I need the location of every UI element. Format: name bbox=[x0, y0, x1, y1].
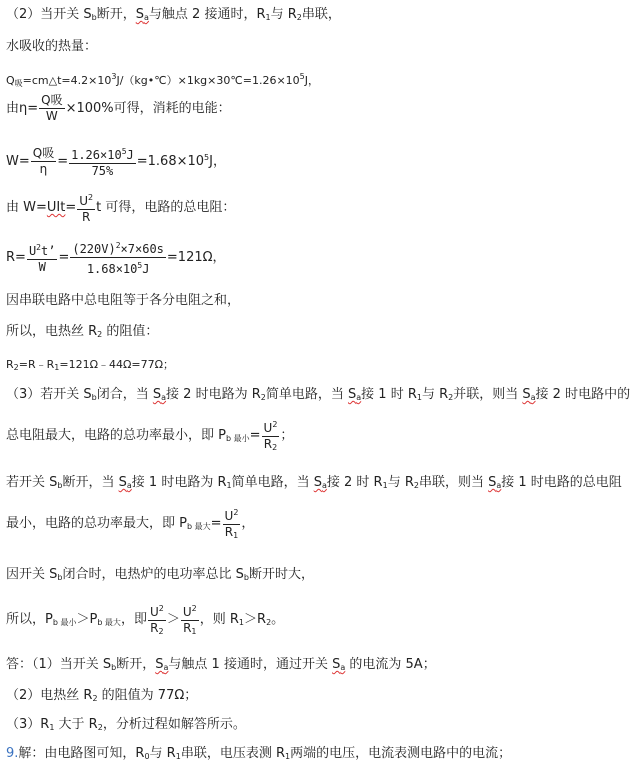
line-20: 9.解：由电路图可知，$R_0$与 $R_1$串联，电压表测 $R_1$两端的电压，电流表测电路中的电流； bbox=[6, 746, 512, 761]
question-number: 9. bbox=[6, 746, 19, 761]
line-9: 所以，电热丝 $R_2$ 的阻值： bbox=[6, 324, 159, 339]
compare-fraction-2: $\frac{U^2}{R_1}$ bbox=[181, 601, 199, 639]
resistance-fraction-1: $\frac{U^2t’}{W}$ bbox=[27, 240, 58, 275]
line-5: W= $\frac{\text{Q吸}}{\eta}$ = $\frac{1.26\times 10^5J}{75\%}$ $=1.68\times 10^5J$， bbox=[6, 146, 226, 178]
line-13: 若开关 $S_b$断开，当 $S_a$接 1 时电路为 $R_1$简单电路，当 $S_a$接 2 时 $R_1$与 $R_2$串联，则当 $S_a$接 1 时电路的总电阻 bbox=[6, 475, 622, 490]
line-12: 总电阻最大，电路的总功率最小，即 $P_{b 最小}=$ $\frac{U^2}{R_2}$ ； bbox=[6, 416, 293, 459]
line-7: R= $\frac{U^2t’}{W}$ = $\frac{(220V)^2\times 7\times 60s}{1.68\times 10^5J}$ =121Ω， bbox=[6, 238, 226, 278]
compare-fraction-1: $\frac{U^2}{R_2}$ bbox=[148, 601, 166, 639]
line-11: （3）若开关 $S_b$闭合，当 $S_a$接 2 时电路为 $R_2$简单电路，当 $S_a$接 1 时 $R_1$与 $R_2$并联，则当 $S_a$接 2 时电路中的 bbox=[6, 387, 631, 402]
line-16: 所以，$P_{b 最小}>P_{b 最大}$，即 $\frac{U^2}{R_2}$ ＞ $\frac{U^2}{R_1}$ ，则 $R_1>R_2$。 bbox=[6, 600, 284, 643]
line-14: 最小，电路的总功率最大，即 $P_{b 最大}=$ $\frac{U^2}{R_1}$ ， bbox=[6, 504, 254, 547]
line-8: 因串联电路中总电阻等于各分电阻之和， bbox=[6, 293, 241, 308]
energy-fraction-1: $\frac{\text{Q吸}}{\eta}$ bbox=[32, 146, 55, 176]
line-2: 水吸收的热量： bbox=[6, 39, 98, 54]
line-19: $(3)R_1$ 大于 $R_2$，分析过程如解答所示。 bbox=[6, 717, 246, 732]
min-power-fraction: $\frac{U^2}{R_2}$ bbox=[262, 417, 280, 455]
max-power-fraction: $\frac{U^2}{R_1}$ bbox=[223, 505, 241, 543]
energy-fraction-2: $\frac{1.26\times 10^5J}{75\%}$ bbox=[69, 144, 136, 179]
line-18: （2）电热丝 $R_2$ 的阻值为 77Ω； bbox=[6, 688, 198, 703]
line-10: $R_2=R﹣R_1=121\Omega﹣44\Omega=77\Omega$； bbox=[6, 358, 174, 372]
line-3: $Q_吸=cm\triangle t=4.2\times 10^3J/(kg•℃)\times 1kg\times 30℃=1.26\times 10^5J$， bbox=[6, 72, 319, 88]
power-fraction: $\frac{U^2}{R}$ bbox=[77, 190, 95, 225]
line-4: 由η= $\frac{\text{Q吸}}{W}$ ×100%可得，消耗的电能： bbox=[6, 93, 231, 123]
line-17: 答：（1）当开关 $S_b$断开，$S_a$与触点 1 接通时，通过开关 $S_a$ 的电流为 5A； bbox=[6, 657, 436, 672]
line-15: 因开关 $S_b$闭合时，电热炉的电功率总比 $S_b$断开时大， bbox=[6, 567, 314, 582]
resistance-fraction-2: $\frac{(220V)^2\times 7\times 60s}{1.68\times 10^5J}$ bbox=[70, 238, 166, 277]
line-1: （2）当开关 $S_b$断开，$S_a$与触点 2 接通时，$R_1$与 $R_2$串联， bbox=[6, 7, 341, 22]
efficiency-fraction: $\frac{\text{Q吸}}{W}$ bbox=[41, 93, 63, 123]
line-6: 由 W=UIt= $\frac{U^2}{R}$ t 可得，电路的总电阻： bbox=[6, 190, 235, 226]
